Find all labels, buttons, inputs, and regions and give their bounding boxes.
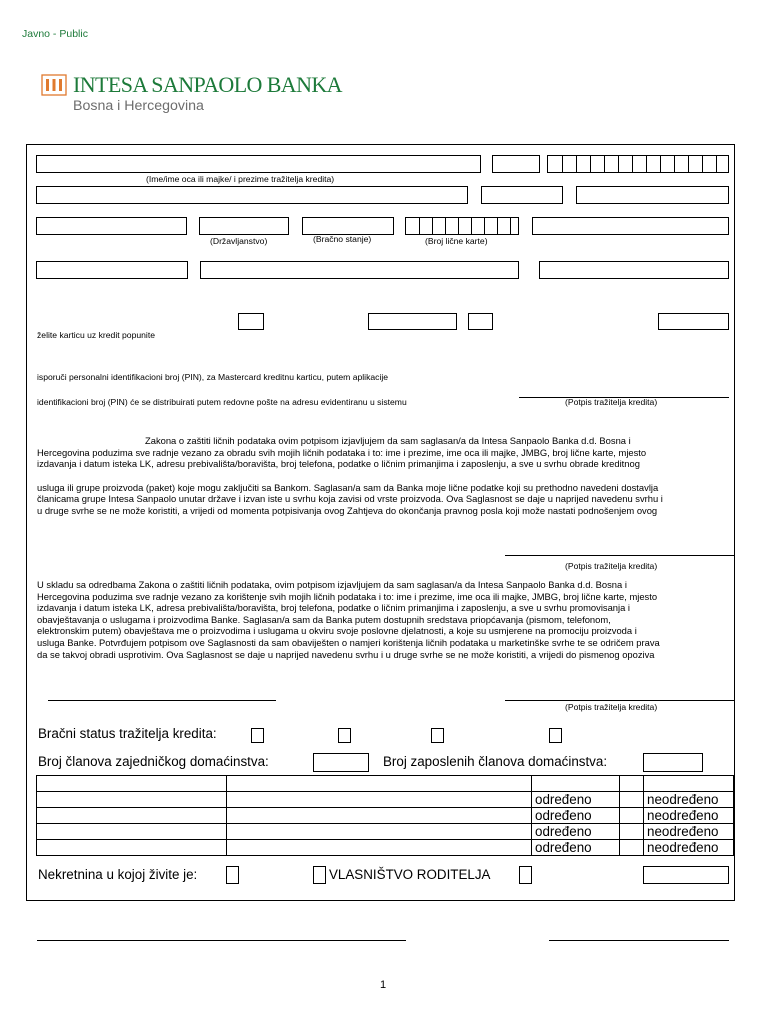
signature-line-2[interactable] xyxy=(505,555,734,556)
row2-field-3[interactable] xyxy=(576,186,729,204)
bottom-line-right[interactable] xyxy=(549,940,729,941)
citizenship-field[interactable] xyxy=(199,217,289,235)
row1-field-2[interactable] xyxy=(492,155,540,173)
property-other-field[interactable] xyxy=(643,866,729,884)
table-row: određeno neodređeno xyxy=(37,808,734,824)
jmbg-field[interactable] xyxy=(547,155,729,173)
card-field-2[interactable] xyxy=(368,313,457,330)
table-row: određeno neodređeno xyxy=(37,824,734,840)
row4-field-1[interactable] xyxy=(36,261,188,279)
card-field-1[interactable] xyxy=(238,313,264,330)
table-row: određeno neodređeno xyxy=(37,840,734,856)
members-field[interactable] xyxy=(313,753,369,772)
pin-text-1: isporuči personalni identifikacioni broj (PIN), za Mastercard kreditnu karticu, putem aplikacije xyxy=(37,372,389,382)
id-card-label: (Broj lične karte) xyxy=(425,236,488,246)
citizenship-label: (Državljanstvo) xyxy=(210,236,268,246)
row4-field-3[interactable] xyxy=(539,261,729,279)
property-checkbox-parents[interactable] xyxy=(313,866,326,884)
consent-paragraph-1: Zakona o zaštiti ličnih podataka ovim potpisom izjavljujem da sam saglasan/a da Intesa Sanpaolo Banka d.d. Bosna i Hercegovina poduzima sve radnje vezano za obradu svih mojih ličnih podataka i to: ime i prezime, ime oca ili majke, JMBG, broj lične karte, mjesto izdavanja i datum isteka LK, adresu prebivališta/boravišta, broj telefona, podatke o ličnim primanjima i zaposlenju, a sve u svrhu obrade kreditnog usluga ili grupe proizvoda (paket) koje mogu zaključiti sa Bankom. Saglasan/a sam da Banka moje lične podatke koji su prethodno navedeni dostavlja članicama grupe Intesa Sanpaolo unutar države i izvan iste u svrhu koja zavisi od vrste proizvoda. Ova Saglasnost se daje u naprijed navedenu svrhu i u druge svrhe se ne može koristiti, a vrijedi od momenta potpisivanja ovog Zahtjeva do okončanja pravnog posla koji može nastati podnošenjem ovog xyxy=(37,435,663,516)
signature-line-3[interactable] xyxy=(505,700,734,701)
signature-label-1: (Potpis tražitelja kredita) xyxy=(565,397,658,407)
page-number: 1 xyxy=(380,979,387,991)
bottom-line-left[interactable] xyxy=(37,940,406,941)
applicant-name-label: (Ime/ime oca ili majke/ i prezime tražitelja kredita) xyxy=(146,174,335,184)
card-question: želite karticu uz kredit popunite xyxy=(37,330,155,340)
property-checkbox-1[interactable] xyxy=(226,866,239,884)
card-field-3[interactable] xyxy=(468,313,493,330)
signature-label-2: (Potpis tražitelja kredita) xyxy=(565,561,658,571)
id-card-field[interactable] xyxy=(405,217,519,235)
consent-paragraph-2: U skladu sa odredbama Zakona o zaštiti ličnih podataka, ovim potpisom izjavljujem da sam saglasan/a da Intesa Sanpaolo Banka d.d. Bosna i Hercegovina poduzima sve radnje vezano za korištenje svih mojih ličnih podataka i to: ime i prezime, ime oca ili majke, JMBG, broj lične karte, mjesto izdavanja i datum isteka LK, adresa prebivališta/boravišta, broj telefona, podatke o ličnim primanjima i zaposlenju, a sve u svrhu promovisanja i obavještavanja o uslugama i proizvodima Banke. Saglasan/a sam da Banka putem dostupnih sredstava priopćavanja (pismom, telefonom, elektronskim putem) obavještava me o proizvodima i uslugama u okviru svoje poslovne djelatnosti, a koje su usmjerene na promociju proizvoda i usluga Banke. Potvrđujem potpisom ove Saglasnosti da sam obaviješten o namjeri korištenja ličnih podataka u marketinške svrhe te se odričem prava da se takvoj obradi usprotivim. Ova Saglasnost se daje u naprijed navedenu svrhu i u druge svrhe se ne može koristiti, a vrijedi do pismenog opoziva xyxy=(37,579,660,660)
employed-field[interactable] xyxy=(643,753,703,772)
card-field-4[interactable] xyxy=(658,313,729,330)
row3-field-5[interactable] xyxy=(532,217,729,235)
row2-field-2[interactable] xyxy=(481,186,563,204)
pin-text-2: identifikacioni broj (PIN) će se distribuirati putem redovne pošte na adresu evidentiranu u sistemu xyxy=(37,397,407,407)
marital-status-label: Bračni status tražitelja kredita: xyxy=(38,726,217,741)
bank-subtitle: Bosna i Hercegovina xyxy=(73,98,204,114)
signature-label-3: (Potpis tražitelja kredita) xyxy=(565,702,658,712)
row4-field-2[interactable] xyxy=(200,261,519,279)
marital-field[interactable] xyxy=(302,217,394,235)
applicant-name-field[interactable] xyxy=(36,155,481,173)
row2-field-1[interactable] xyxy=(36,186,468,204)
property-label: Nekretnina u kojoj živite je: xyxy=(38,867,198,882)
date-line[interactable] xyxy=(48,700,276,701)
property-parents-label: VLASNIŠTVO RODITELJA xyxy=(329,867,491,882)
table-row: određeno neodređeno xyxy=(37,792,734,808)
marital-label: (Bračno stanje) xyxy=(313,234,372,244)
marital-checkbox-1[interactable] xyxy=(251,728,264,743)
bank-name: INTESA SANPAOLO BANKA xyxy=(73,72,342,97)
bank-logo xyxy=(41,73,341,117)
marital-checkbox-3[interactable] xyxy=(431,728,444,743)
employed-label: Broj zaposlenih članova domaćinstva: xyxy=(383,754,608,769)
row3-field-1[interactable] xyxy=(36,217,187,235)
marital-checkbox-4[interactable] xyxy=(549,728,562,743)
property-checkbox-3[interactable] xyxy=(519,866,532,884)
marital-checkbox-2[interactable] xyxy=(338,728,351,743)
members-label: Broj članova zajedničkog domaćinstva: xyxy=(38,754,269,769)
employment-table xyxy=(36,775,734,856)
bank-logo-icon xyxy=(41,74,67,96)
table-row xyxy=(37,776,734,792)
classification-label: Javno - Public xyxy=(22,28,88,40)
